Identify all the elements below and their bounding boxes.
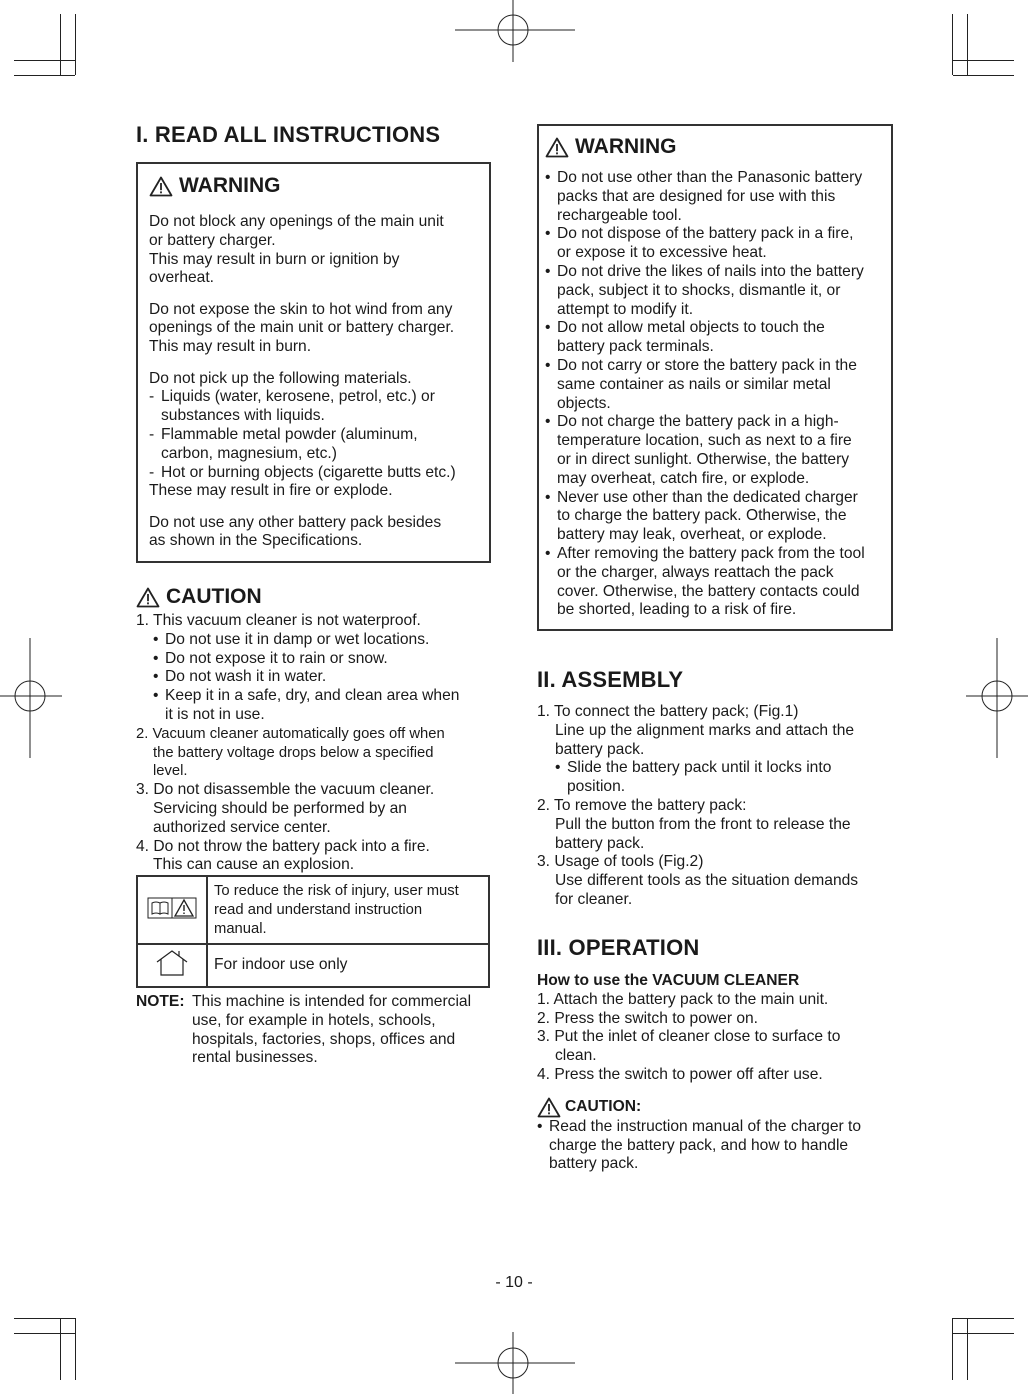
operation-caution-heading: CAUTION: [537,1097,897,1118]
registration-mark-bottom [455,1332,575,1394]
table-row: For indoor use only [137,944,489,987]
list-item: • Do not use other than the Panasonic battery packs that are designed for use with this rechargeable tool. [545,169,863,224]
list-item: - Liquids (water, kerosene, petrol, etc.) or substances with liquids. [149,388,435,425]
registration-mark-left [0,638,62,758]
list-item: • Never use other than the dedicated charger to charge the battery pack. Otherwise, the battery may leak, overheat, or explode. [545,488,858,544]
caution-item-2: 2. Vacuum cleaner automatically goes off when the battery voltage drops below a specified level. [136,725,445,780]
table-row: To reduce the risk of injury, user must read and understand instruction manual. [137,876,489,944]
list-item: - Hot or burning objects (cigarette butts etc.) [149,463,456,481]
list-item: • Do not carry or store the battery pack in the same container as nails or similar metal objects. [545,356,857,412]
caution-triangle-icon [136,587,160,608]
registration-mark-right [966,638,1028,758]
symbol-table [136,875,490,988]
list-item: • Do not allow metal objects to touch the battery pack terminals. [545,319,825,356]
warning-triangle-icon [149,176,173,197]
list-item: 2. Press the switch to power on. [537,1009,759,1027]
list-item: • Keep it in a safe, dry, and clean area when it is not in use. [153,687,460,723]
operation-subtitle: How to use the VACUUM CLEANER [537,972,800,989]
registration-mark-top [455,0,575,62]
caution-heading-text: CAUTION [166,585,262,608]
house-icon [155,949,189,977]
warning-box-left [136,162,491,563]
caution-item-4: 4. Do not throw the battery pack into a fire. This can cause an explosion. [136,837,430,874]
warning-heading-text: WARNING [179,174,281,197]
manual-warning-icon [147,895,197,921]
warning-para-3: Do not pick up the following materials. - Liquids (water, kerosene, petrol, etc.) or substances with liquids. - Flammable metal powder (aluminum, carbon, magnesium, etc.) - Hot or burning objects (cigarette butts etc.) These may result in fire or explode. [149,370,479,502]
section-title-read-all-instructions: I. READ ALL INSTRUCTIONS [136,122,441,147]
warning-para-1: Do not block any openings of the main unit or battery charger. This may result in burn or ignition by overheat. [149,213,444,287]
list-item: • Do not use it in damp or wet locations. [153,630,430,648]
list-item: • After removing the battery pack from the tool or the charger, always reattach the pack cover. Otherwise, the battery contacts could be shorted, leading to a risk of fire. [545,544,865,619]
caution-item-1: 1. This vacuum cleaner is not waterproof. [136,612,421,629]
list-item: • Do not wash it in water. [153,668,327,686]
page-number: - 10 - [495,1274,533,1291]
caution-item-3: 3. Do not disassemble the vacuum cleaner. Servicing should be performed by an authorized service center. [136,781,435,836]
operation-content [537,972,897,1174]
list-item: • Do not charge the battery pack in a high- temperature location, such as next to a fire or in direct sunlight. Otherwise, the battery may overheat, catch fire, or explode. [545,413,852,487]
list-item: 1. Attach the battery pack to the main unit. [537,990,829,1008]
list-item: - Flammable metal powder (aluminum, carbon, magnesium, etc.) [149,425,418,462]
list-item: • Do not expose it to rain or snow. [153,649,388,667]
section-title-operation: III. OPERATION [537,935,700,960]
caution-heading [136,585,496,609]
warning-heading [149,174,479,198]
note: NOTE: This machine is intended for commercial use, for example in hotels, schools, hospitals, factories, shops, offices and rental businesses. [136,993,472,1067]
list-item: 4. Press the switch to power off after use. [537,1065,823,1083]
caution-triangle-icon [537,1097,561,1118]
caution-section [136,585,496,875]
warning-triangle-icon [545,137,569,158]
warning-heading-text: WARNING [575,135,677,158]
list-item: • Read the instruction manual of the charger to charge the battery pack, and how to handle battery pack. [537,1117,862,1173]
section-title-assembly: II. ASSEMBLY [537,667,684,692]
warning-heading [545,135,887,159]
list-item: • Do not drive the likes of nails into the battery pack, subject it to shocks, dismantle it, or attempt to modify it. [545,262,864,318]
assembly-steps: 1. To connect the battery pack; (Fig.1) Line up the alignment marks and attach the battery pack. • Slide the battery pack until it locks into position. 2. To remove the battery pack: Pull the button from the front to release the battery pack. 3. Usage of tools (Fig.2) Use different tools as the situation demands for cleaner. [537,703,897,910]
warning-box-right [537,124,893,631]
list-item: 3. Put the inlet of cleaner close to surface to clean. [537,1028,841,1065]
warning-para-4: Do not use any other battery pack besides as shown in the Specifications. [149,513,442,550]
warning-para-2: Do not expose the skin to hot wind from any openings of the main unit or battery charger. This may result in burn. [149,300,455,356]
list-item: • Slide the battery pack until it locks into position. [555,759,832,796]
list-item: • Do not dispose of the battery pack in a fire, or expose it to excessive heat. [545,225,854,262]
